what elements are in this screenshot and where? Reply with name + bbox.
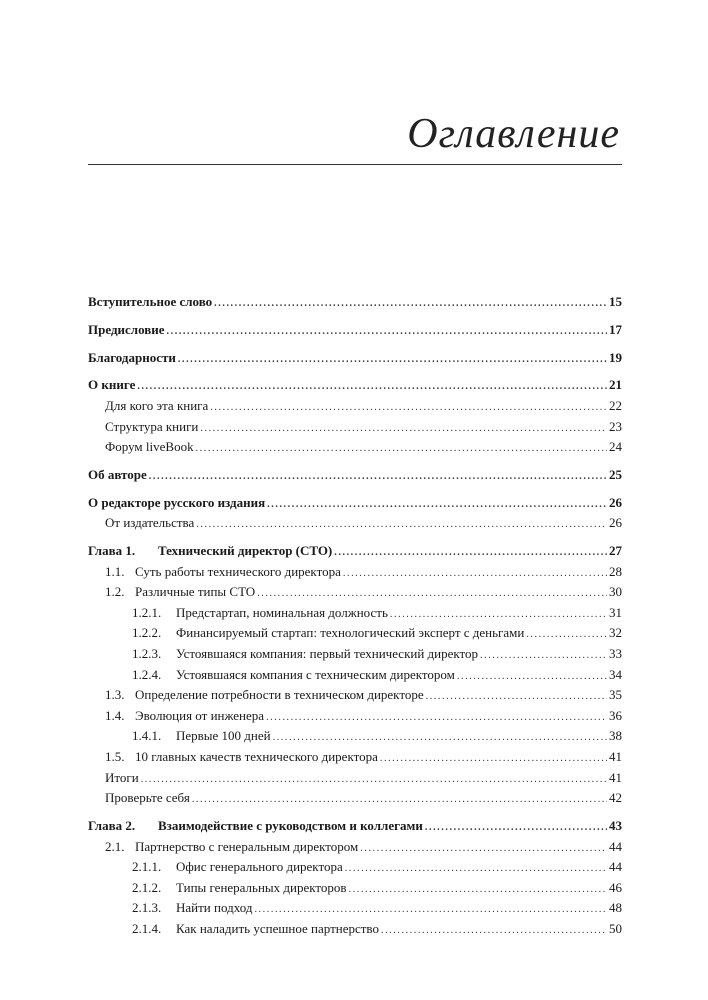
toc-entry-page: 33: [609, 646, 622, 662]
toc-entry[interactable]: [88, 320, 622, 341]
toc-entry-text: Благодарности: [88, 349, 176, 365]
dot-leader: [149, 467, 607, 486]
toc-entry[interactable]: [88, 665, 622, 686]
toc-entry-text: Эволюция от инженера: [135, 707, 265, 723]
toc-entry-label: [88, 541, 334, 562]
toc-entry-text: Офис генерального директора: [176, 859, 343, 875]
dot-leader: [196, 439, 607, 458]
toc-entry[interactable]: [88, 768, 622, 789]
dot-leader: [167, 322, 607, 341]
toc-entry-page: 25: [609, 466, 622, 482]
toc-entry-page: 26: [609, 494, 622, 510]
toc-entry[interactable]: [88, 623, 622, 644]
toc-entry-label: [105, 437, 196, 458]
toc-entry-number: 1.3.: [105, 687, 125, 703]
toc-entry-label: [88, 816, 425, 837]
toc-entry-number: 1.2.4.: [132, 666, 162, 682]
toc-entry-page: 34: [609, 666, 622, 682]
toc-entry-number: 1.1.: [105, 563, 125, 579]
toc-entry-label: [88, 465, 149, 486]
toc-entry-text: Партнерство с генеральным директором: [135, 838, 359, 854]
toc-entry-text: Форум liveBook: [105, 439, 194, 455]
toc-entry-label: [88, 320, 167, 341]
dot-leader: [196, 515, 607, 534]
toc-entry-text: Предстартап, номинальная должность: [176, 604, 388, 620]
toc-entry-text: Об авторе: [88, 466, 147, 482]
toc-entry-text: Суть работы технического директора: [135, 563, 341, 579]
toc-entry-label: [105, 582, 257, 603]
toc-entry-number: 1.4.1.: [132, 728, 162, 744]
toc-entry[interactable]: [88, 292, 622, 313]
toc-entry-page: 44: [609, 838, 622, 854]
toc-entry[interactable]: [88, 644, 622, 665]
title-divider: [88, 164, 622, 165]
toc-entry[interactable]: [88, 513, 622, 534]
toc-entry-label: [132, 603, 390, 624]
toc-entry-page: 27: [609, 543, 622, 559]
toc-entry-text: Различные типы CTO: [135, 584, 256, 600]
toc-entry-page: 28: [609, 563, 622, 579]
toc-entry[interactable]: [88, 348, 622, 369]
toc-entry[interactable]: [88, 685, 622, 706]
toc-entry[interactable]: [88, 562, 622, 583]
dot-leader: [254, 900, 607, 919]
toc-entry-number: Глава 1.: [88, 543, 136, 559]
toc-entry-text: Устоявшаяся компания с техническим директором: [176, 666, 455, 682]
toc-entry-number: 1.2.2.: [132, 625, 162, 641]
toc-entry-number: 1.2.: [105, 584, 125, 600]
dot-leader: [178, 350, 607, 369]
toc-entry[interactable]: [88, 437, 622, 458]
dot-leader: [425, 818, 607, 837]
toc-entry-number: 1.5.: [105, 749, 125, 764]
toc-entry-text: Найти подход: [176, 900, 253, 916]
toc-entry-page: 32: [609, 625, 622, 641]
toc-entry-label: [105, 396, 210, 417]
toc-entry-page: 21: [609, 377, 622, 393]
toc-entry-label: [88, 493, 267, 514]
toc-entry[interactable]: [88, 837, 622, 858]
toc-entry-page: 36: [609, 707, 622, 723]
page-title: Оглавление: [407, 111, 620, 157]
toc-entry-label: [132, 644, 480, 665]
toc-entry-page: 41: [609, 769, 622, 785]
toc-entry-text: 10 главных качеств технического директора: [135, 749, 378, 764]
toc-entry-text: Итоги: [105, 769, 139, 785]
toc-entry[interactable]: [88, 706, 622, 727]
toc-entry-number: 2.1.1.: [132, 859, 162, 875]
toc-entry-page: 38: [609, 728, 622, 744]
dot-leader: [334, 543, 607, 562]
toc-entry[interactable]: [88, 493, 622, 514]
toc-entry[interactable]: [88, 726, 622, 747]
toc-entry[interactable]: [88, 417, 622, 438]
toc-entry-text: Первые 100 дней: [176, 728, 271, 744]
dot-leader: [360, 839, 607, 858]
toc-entry-page: 19: [609, 349, 622, 365]
toc-entry-page: 42: [609, 790, 622, 806]
toc-entry-page: 24: [609, 439, 622, 455]
dot-leader: [137, 377, 607, 396]
dot-leader: [381, 921, 607, 940]
dot-leader: [200, 419, 607, 438]
toc-entry[interactable]: [88, 878, 622, 899]
toc-entry-label: [132, 623, 526, 644]
toc-entry-label: [88, 292, 214, 313]
dot-leader: [480, 646, 607, 665]
toc-entry-page: 23: [609, 418, 622, 434]
toc-entry[interactable]: [88, 582, 622, 603]
toc-entry-number: 2.1.: [105, 838, 125, 854]
dot-leader: [426, 687, 607, 706]
toc-entry[interactable]: [88, 603, 622, 624]
toc-entry[interactable]: [88, 816, 622, 837]
toc-entry-label: [105, 747, 380, 768]
toc-entry-label: [105, 837, 360, 858]
toc-entry[interactable]: [88, 747, 622, 768]
toc-entry-text: Устоявшаяся компания: первый технический директор: [176, 646, 479, 662]
dot-leader: [526, 625, 607, 644]
toc-entry-label: [105, 513, 196, 534]
toc-entry-text: Типы генеральных директоров: [176, 879, 347, 895]
toc-entry-number: 2.1.4.: [132, 920, 162, 936]
toc-entry[interactable]: [88, 898, 622, 919]
dot-leader: [266, 708, 607, 727]
toc-entry-text: Вступительное слово: [88, 294, 213, 309]
toc-entry-text: Как наладить успешное партнерство: [176, 920, 379, 936]
toc-entry[interactable]: [88, 541, 622, 562]
dot-leader: [345, 859, 607, 878]
toc-entry-text: От издательства: [105, 515, 195, 531]
table-of-contents: [88, 292, 622, 940]
toc-entry-page: 35: [609, 687, 622, 703]
dot-leader: [380, 749, 607, 768]
dot-leader: [267, 495, 607, 514]
toc-entry-number: Глава 2.: [88, 817, 136, 833]
toc-entry-text: Для кого эта книга: [105, 397, 209, 413]
toc-entry-page: 41: [609, 749, 622, 764]
dot-leader: [192, 790, 607, 809]
toc-entry-text: О книге: [88, 377, 136, 393]
toc-entry-label: [132, 878, 349, 899]
toc-entry-number: 1.4.: [105, 707, 125, 723]
toc-entry-page: 50: [609, 920, 622, 936]
toc-entry[interactable]: [88, 396, 622, 417]
toc-entry-text: Проверьте себя: [105, 790, 190, 806]
toc-entry-page: 15: [609, 294, 622, 309]
toc-entry-text: Финансируемый стартап: технологический эксперт с деньгами: [176, 625, 525, 641]
toc-entry[interactable]: [88, 375, 622, 396]
toc-entry-text: Определение потребности в техническом директоре: [135, 687, 424, 703]
toc-entry-text: Предисловие: [88, 321, 165, 337]
toc-entry[interactable]: [88, 857, 622, 878]
dot-leader: [457, 667, 607, 686]
toc-entry-page: 17: [609, 321, 622, 337]
toc-entry-page: 44: [609, 859, 622, 875]
toc-entry[interactable]: [88, 919, 622, 940]
toc-entry-label: [132, 857, 345, 878]
toc-entry-number: 1.2.1.: [132, 604, 162, 620]
toc-entry-label: [105, 562, 343, 583]
toc-entry-number: 2.1.2.: [132, 879, 162, 895]
toc-entry-label: [88, 348, 178, 369]
toc-entry-page: 46: [609, 879, 622, 895]
toc-entry[interactable]: [88, 465, 622, 486]
dot-leader: [257, 584, 607, 603]
toc-entry-label: [132, 665, 457, 686]
toc-entry-label: [132, 919, 381, 940]
dot-leader: [141, 770, 607, 789]
dot-leader: [390, 605, 607, 624]
toc-entry-page: 48: [609, 900, 622, 916]
toc-entry-text: Технический директор (CTO): [158, 543, 333, 559]
toc-entry-page: 26: [609, 515, 622, 531]
dot-leader: [343, 564, 607, 583]
toc-entry-text: О редакторе русского издания: [88, 494, 266, 510]
toc-entry-label: [88, 375, 137, 396]
toc-entry-number: 2.1.3.: [132, 900, 162, 916]
toc-entry-label: [105, 768, 141, 789]
toc-entry-page: 31: [609, 604, 622, 620]
toc-entry-page: 30: [609, 584, 622, 600]
toc-entry-label: [132, 726, 273, 747]
toc-entry[interactable]: [88, 788, 622, 809]
toc-entry-label: [105, 417, 200, 438]
toc-entry-label: [105, 685, 426, 706]
toc-entry-label: [132, 898, 254, 919]
toc-entry-label: [105, 706, 266, 727]
dot-leader: [214, 294, 607, 313]
toc-entry-label: [105, 788, 192, 809]
toc-entry-text: Взаимодействие с руководством и коллегами: [158, 817, 423, 833]
toc-entry-number: 1.2.3.: [132, 646, 162, 662]
toc-entry-text: Структура книги: [105, 418, 199, 434]
dot-leader: [210, 398, 607, 417]
toc-entry-page: 22: [609, 397, 622, 413]
toc-entry-page: 43: [609, 817, 622, 833]
dot-leader: [273, 728, 607, 747]
dot-leader: [349, 880, 607, 899]
